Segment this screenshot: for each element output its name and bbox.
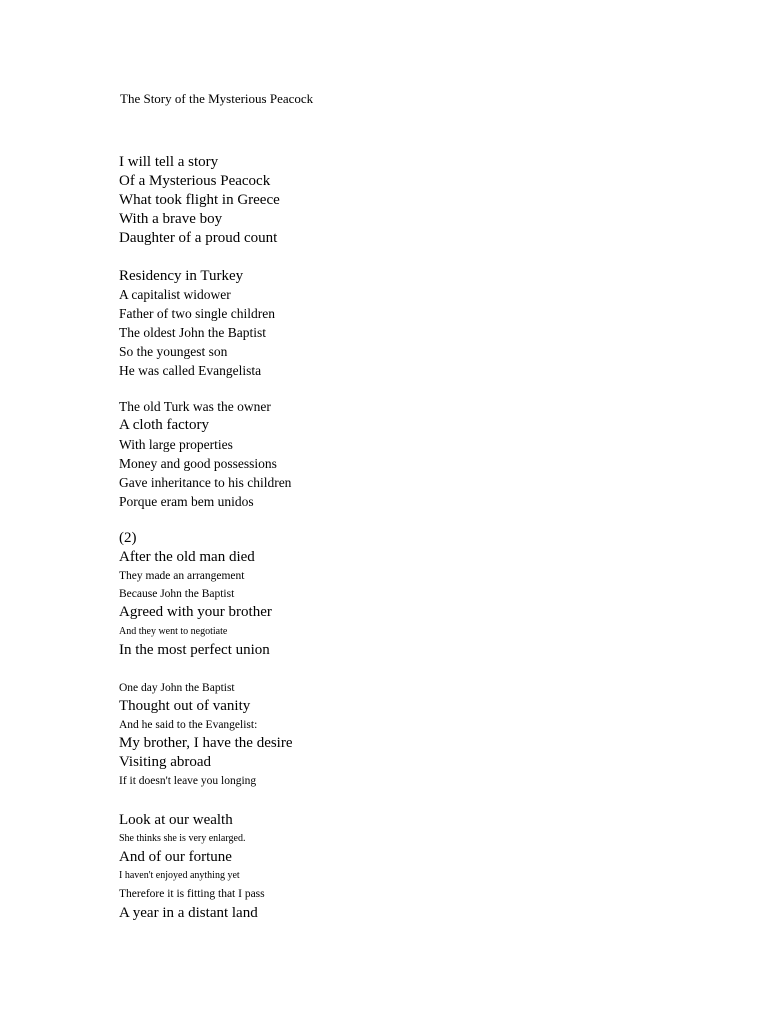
poem-line: Daughter of a proud count [119,230,278,246]
poem-line: I haven't enjoyed anything yet [119,870,240,881]
poem-line: Money and good possessions [119,456,277,471]
poem-line: The old Turk was the owner [119,399,271,414]
poem-line: With large properties [119,437,233,452]
poem-line: Because John the Baptist [119,588,235,600]
poem-line: What took flight in Greece [119,192,280,208]
poem-line: And they went to negotiate [119,626,228,637]
poem-line: A year in a distant land [119,905,258,921]
poem-line: Residency in Turkey [119,268,244,284]
poem-line: And of our fortune [119,849,232,865]
poem-line: The oldest John the Baptist [119,325,266,340]
poem-line: Gave inheritance to his children [119,475,292,490]
poem-line: A capitalist widower [119,287,231,302]
poem-line: A cloth factory [119,417,209,433]
poem-line: She thinks she is very enlarged. [119,833,246,844]
poem-line: He was called Evangelista [119,363,262,378]
poem-line: After the old man died [119,549,255,565]
poem-line: Visiting abroad [119,754,211,770]
poem-line: My brother, I have the desire [119,735,293,751]
poem-line: One day John the Baptist [119,682,235,694]
poem-line: Father of two single children [119,306,275,321]
poem-line: Agreed with your brother [119,604,272,620]
poem-line: They made an arrangement [119,570,245,582]
poem-line: Porque eram bem unidos [119,494,254,509]
document-title: The Story of the Mysterious Peacock [120,91,314,106]
poem-line: With a brave boy [119,211,223,227]
poem-line: (2) [119,530,137,546]
poem-line: Look at our wealth [119,812,233,828]
poem-line: Of a Mysterious Peacock [119,173,271,189]
poem-line: So the youngest son [119,344,228,359]
poem-line: If it doesn't leave you longing [119,775,257,787]
poem-line: And he said to the Evangelist: [119,719,258,731]
poem-line: Thought out of vanity [119,698,251,714]
poem-line: Therefore it is fitting that I pass [119,888,265,900]
poem-line: I will tell a story [119,154,219,170]
poem-line: In the most perfect union [119,642,270,658]
